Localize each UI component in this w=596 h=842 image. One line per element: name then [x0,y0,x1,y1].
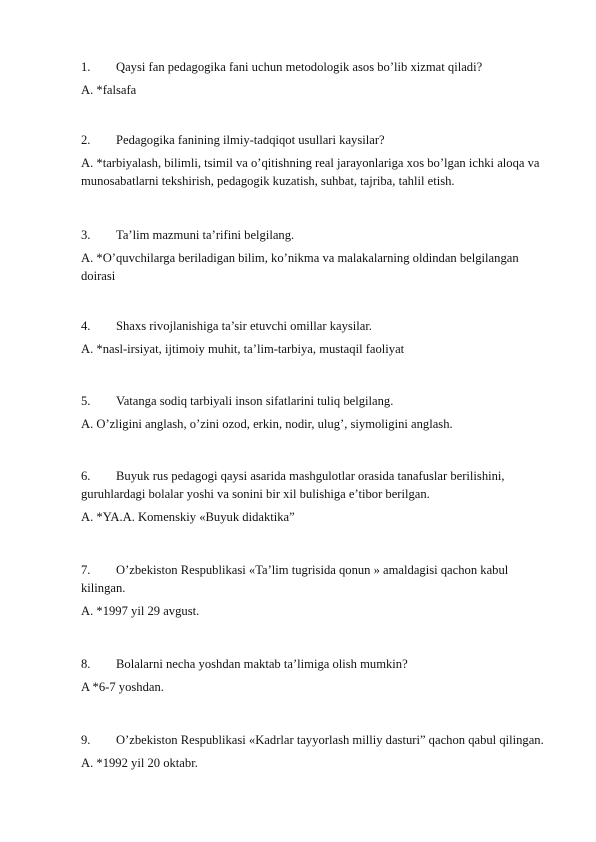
question-item-9 [81,731,551,772]
question-text [81,731,551,749]
question-text [81,317,551,335]
question-number: 2. [81,133,91,147]
answer-text: A. *falsafa [81,83,137,97]
question-item-3 [81,226,551,285]
question-number: 8. [81,657,91,671]
question-body: Vatanga sodiq tarbiyali inson sifatlarini tuliq belgilang. [116,394,394,408]
question-number: 3. [81,228,91,242]
answer-text: A *6-7 yoshdan. [81,680,164,694]
question-item-6 [81,467,551,526]
question-body: Ta’lim mazmuni ta’rifini belgilang. [116,228,295,242]
question-item-1 [81,58,551,99]
question-item-2 [81,131,551,190]
question-number: 6. [81,469,91,483]
question-body: O’zbekiston Respublikasi «Kadrlar tayyorlash milliy dasturi” qachon qabul qilingan. [116,733,544,747]
question-text [81,131,551,149]
answer-text: A. *1997 yil 29 avgust. [81,604,200,618]
answer-text: A. *tarbiyalash, bilimli, tsimil va o’qitishning real jarayonlariga xos bo’lgan ichki aloqa va munosabatlarni tekshirish, pedagogik kuzatish, suhbat, tajriba, tahlil etish. [81,156,540,188]
question-item-4 [81,317,551,358]
question-number: 9. [81,733,91,747]
answer-text: A. O’zligini anglash, o’zini ozod, erkin, nodir, ulug’, siymoligini anglash. [81,417,453,431]
question-body: Pedagogika fanining ilmiy-tadqiqot usullari kaysilar? [116,133,385,147]
question-item-8 [81,655,551,696]
question-body: O’zbekiston Respublikasi «Ta’lim tugrisida qonun » amaldagisi qachon kabul kilingan. [81,563,509,595]
answer-text: A. *YA.A. Komenskiy «Buyuk didaktika” [81,510,295,524]
question-number: 4. [81,319,91,333]
answer-text: A. *O’quvchilarga beriladigan bilim, ko’nikma va malakalarning oldindan belgilangan doirasi [81,251,519,283]
question-number: 5. [81,394,91,408]
question-body: Qaysi fan pedagogika fani uchun metodologik asos bo’lib xizmat qiladi? [116,60,483,74]
question-body: Bolalarni necha yoshdan maktab ta’limiga olish mumkin? [116,657,408,671]
question-number: 1. [81,60,91,74]
question-text [81,561,551,597]
question-body: Shaxs rivojlanishiga ta’sir etuvchi omillar kaysilar. [116,319,373,333]
question-text [81,655,551,673]
question-number: 7. [81,563,91,577]
answer-text: A. *1992 yil 20 oktabr. [81,756,198,770]
question-text [81,467,551,503]
question-body: Buyuk rus pedagogi qaysi asarida mashgulotlar orasida tanafuslar berilishini, guruhlardagi bolalar yoshi va sonini bir xil bulishiga e’tibor berilgan. [81,469,505,501]
question-item-5 [81,392,551,433]
question-text [81,58,551,76]
question-text [81,226,551,244]
answer-text: A. *nasl-irsiyat, ijtimoiy muhit, ta’lim-tarbiya, mustaqil faoliyat [81,342,405,356]
question-item-7 [81,561,551,620]
question-text [81,392,551,410]
